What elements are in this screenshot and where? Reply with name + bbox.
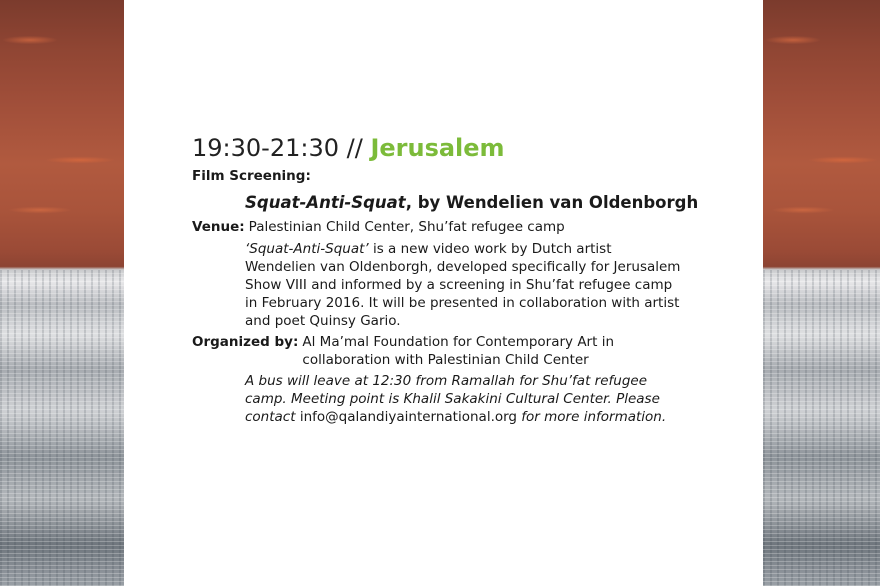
organizer-row [192,333,692,369]
event-details [192,134,699,426]
event-type-label: Film Screening: [192,168,311,184]
contact-email-link[interactable]: info@qalandiyainternational.org [299,409,517,425]
sunset-sea-photo-right [763,0,880,586]
description-film-title: ‘Squat-Anti-Squat’ [245,241,369,257]
bus-note-end: for more information. [517,409,667,425]
event-city: Jerusalem [370,134,505,162]
organizer-value: Al Ma’mal Foundation for Contemporary Art in collaboration with Palestinian Child Center [302,334,614,368]
film-byline: , by Wendelien van Oldenborgh [405,193,699,212]
venue-label: Venue: [192,219,245,235]
film-title-line [245,193,699,213]
organizer-label: Organized by: [192,334,299,350]
bus-note [245,372,685,426]
sunset-sea-photo-left [0,0,124,586]
venue-value: Palestinian Child Center, Shu’fat refugee camp [248,219,565,235]
bus-note-text: A bus will leave at 12:30 from Ramallah for Shu’fat refugee camp. Meeting point is Khalil Sakakini Cultural Center. Please contact [245,373,660,425]
film-description [245,240,685,330]
venue-row [192,218,692,236]
heading-separator: // [339,134,371,162]
description-text: is a new video work by Dutch artist Wendelien van Oldenborgh, developed specifically for Jerusalem Show VIII and informed by a screening in Shu’fat refugee camp in February 2016. It will be presented in collaboration with artist and poet Quinsy Gario. [245,241,681,329]
event-time: 19:30-21:30 [192,134,339,162]
event-heading [192,134,692,162]
film-title: Squat-Anti-Squat [245,193,406,212]
